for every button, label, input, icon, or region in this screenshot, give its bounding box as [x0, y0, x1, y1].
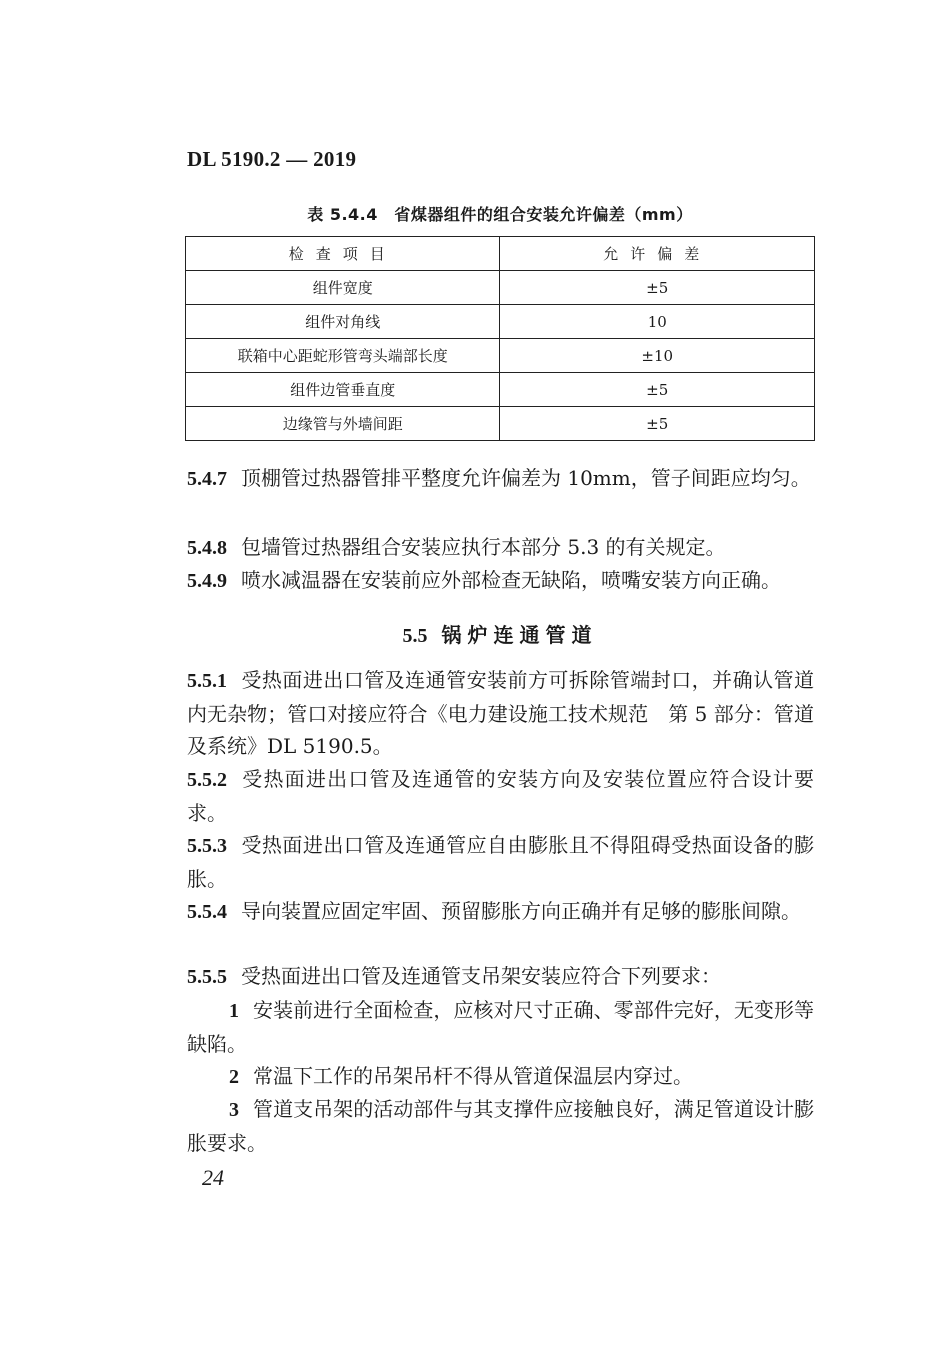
clause-text: 受热面进出口管及连通管支吊架安装应符合下列要求：: [241, 964, 721, 988]
clause-text: 受热面进出口管及连通管应自由膨胀且不得阻碍受热面设备的膨胀。: [187, 833, 814, 891]
column-header-tolerance: 允许偏差: [500, 237, 815, 271]
cell-tolerance: ±5: [500, 407, 815, 441]
cell-item: 联箱中心距蛇形管弯头端部长度: [186, 339, 500, 373]
clause-number: 5.4.7: [187, 468, 227, 490]
page-number: 24: [202, 1165, 224, 1190]
table-header-row: [186, 237, 815, 271]
table-caption: 表 5.4.4 省煤器组件的组合安装允许偏差（mm）: [307, 205, 693, 224]
document-code: DL 5190.2 — 2019: [187, 147, 357, 171]
clause-number: 5.5.4: [187, 901, 227, 923]
clause-5-5-2: [187, 763, 814, 829]
clause-5-5-3: [187, 829, 814, 895]
clause-5-4-7: [187, 462, 814, 496]
cell-tolerance: 10: [500, 305, 815, 339]
clause-number: 5.4.9: [187, 570, 227, 592]
item-text: 管道支吊架的活动部件与其支撑件应接触良好，满足管道设计膨胀要求。: [187, 1097, 814, 1155]
cell-item: 边缘管与外墙间距: [186, 407, 500, 441]
clause-5-5-1: [187, 664, 814, 763]
clause-5-5-4: [187, 895, 814, 929]
section-number: 5.5: [402, 625, 428, 647]
clause-number: 5.5.3: [187, 835, 227, 857]
table-row: [186, 271, 815, 305]
cell-tolerance: ±5: [500, 271, 815, 305]
table-row: [186, 373, 815, 407]
item-text: 安装前进行全面检查，应核对尺寸正确、零部件完好，无变形等缺陷。: [187, 998, 814, 1056]
column-header-item: 检查项目: [186, 237, 500, 271]
clause-5-5-5: [187, 960, 814, 994]
table-row: [186, 407, 815, 441]
item-text: 常温下工作的吊架吊杆不得从管道保温层内穿过。: [253, 1064, 693, 1088]
table-row: [186, 305, 815, 339]
clause-number: 5.4.8: [187, 537, 227, 559]
clause-number: 5.5.1: [187, 670, 227, 692]
list-item-1: [187, 994, 814, 1060]
clause-number: 5.5.5: [187, 966, 227, 988]
clause-text: 喷水减温器在安装前应外部检查无缺陷，喷嘴安装方向正确。: [241, 568, 781, 592]
cell-tolerance: ±10: [500, 339, 815, 373]
item-number: 3: [229, 1099, 239, 1121]
tolerance-table: [185, 236, 815, 441]
cell-item: 组件边管垂直度: [186, 373, 500, 407]
table-row: [186, 339, 815, 373]
item-number: 1: [229, 1000, 239, 1022]
clause-5-4-9: [187, 564, 814, 598]
section-title-text: 锅炉连通管道: [441, 623, 598, 647]
clause-text: 受热面进出口管及连通管的安装方向及安装位置应符合设计要求。: [187, 767, 814, 825]
clause-text: 导向装置应固定牢固、预留膨胀方向正确并有足够的膨胀间隙。: [241, 899, 801, 923]
cell-tolerance: ±5: [500, 373, 815, 407]
clause-text: 受热面进出口管及连通管安装前方可拆除管端封口，并确认管道内无杂物；管口对接应符合《电力建设施工技术规范 第 5 部分：管道及系统》DL 5190.5。: [187, 668, 814, 758]
item-number: 2: [229, 1066, 239, 1088]
clause-text: 包墙管过热器组合安装应执行本部分 5.3 的有关规定。: [241, 535, 726, 559]
cell-item: 组件宽度: [186, 271, 500, 305]
section-heading: [0, 619, 950, 648]
list-item-3: [187, 1093, 814, 1159]
clause-5-4-8: [187, 531, 814, 565]
clause-text: 顶棚管过热器管排平整度允许偏差为 10mm，管子间距应均匀。: [241, 466, 811, 490]
cell-item: 组件对角线: [186, 305, 500, 339]
list-item-2: [187, 1060, 814, 1094]
clause-number: 5.5.2: [187, 769, 227, 791]
